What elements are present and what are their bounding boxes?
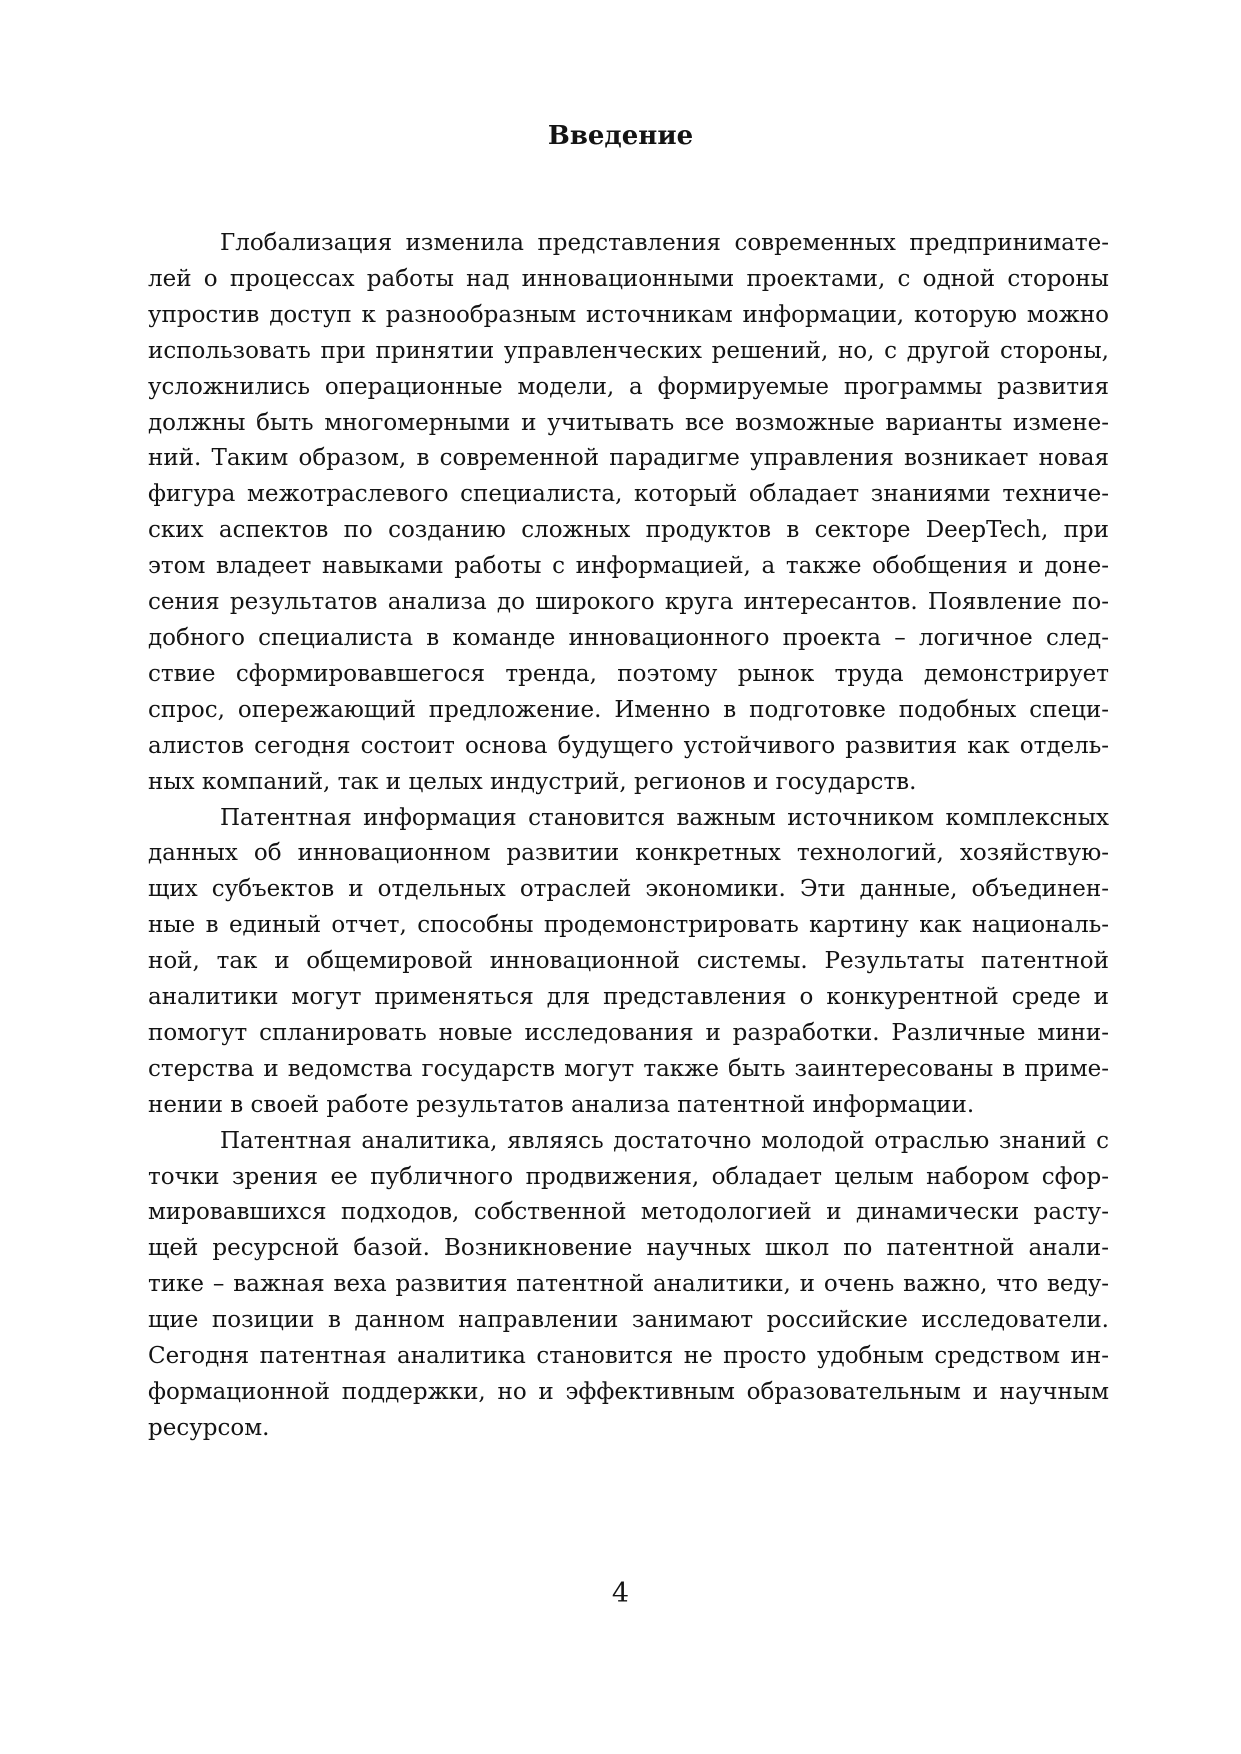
text-line: должны быть многомерными и учитывать все возможные варианты измене-: [148, 409, 1109, 436]
text-line: ний. Таким образом, в современной парадигме управления возникает новая: [148, 445, 1109, 472]
text-line: фигура межотраслевого специалиста, который обладает знаниями техниче-: [148, 481, 1109, 508]
text-line: упростив доступ к разнообразным источникам информации, которую можно: [148, 301, 1109, 328]
text-line: Сегодня патентная аналитика становится не просто удобным средством ин-: [148, 1343, 1109, 1370]
text-line: ных компаний, так и целых индустрий, регионов и государств.: [148, 768, 917, 795]
text-line: этом владеет навыками работы с информацией, а также обобщения и доне-: [148, 553, 1109, 580]
text-line: ной, так и общемировой инновационной системы. Результаты патентной: [148, 948, 1109, 975]
text-line: щей ресурсной базой. Возникновение научных школ по патентной анали-: [148, 1235, 1109, 1262]
text-line: формационной поддержки, но и эффективным образовательным и научным: [148, 1379, 1109, 1405]
paragraph-3: [148, 1124, 1109, 1447]
text-line: алистов сегодня состоит основа будущего устойчивого развития как отдель-: [148, 732, 1109, 759]
text-line: аналитики могут применяться для представления о конкурентной среде и: [148, 984, 1109, 1011]
paragraph-1: [148, 226, 1109, 801]
text-line: ствие сформировавшегося тренда, поэтому рынок труда демонстрирует: [148, 660, 1109, 687]
text-line: щих субъектов и отдельных отраслей экономики. Эти данные, объединен-: [148, 876, 1109, 903]
text-line: помогут спланировать новые исследования и разработки. Различные мини-: [148, 1019, 1109, 1046]
text-line: использовать при принятии управленческих решений, но, с другой стороны,: [148, 337, 1109, 364]
text-line: Патентная информация становится важным источником комплексных: [220, 804, 1109, 831]
text-line: данных об инновационном развитии конкретных технологий, хозяйствую-: [148, 840, 1109, 867]
text-line: ресурсом.: [148, 1414, 270, 1441]
text-line: сения результатов анализа до широкого круга интересантов. Появление по-: [148, 589, 1109, 616]
text-line: лей о процессах работы над инновационными проектами, с одной стороны: [148, 265, 1109, 292]
text-line: точки зрения ее публичного продвижения, обладает целым набором сфор-: [148, 1163, 1109, 1190]
text-line: Глобализация изменила представления современных предпринимате-: [220, 230, 1109, 256]
text-line: щие позиции в данном направлении занимают российские исследователи.: [148, 1307, 1109, 1334]
paragraph-2: [148, 801, 1109, 1124]
page-title: Введение: [547, 121, 694, 151]
text-line: ные в единый отчет, способны продемонстрировать картину как националь-: [148, 912, 1109, 939]
text-line: усложнились операционные модели, а формируемые программы развития: [148, 373, 1109, 400]
page-number: 4: [611, 1578, 630, 1609]
body-text: [148, 226, 1109, 1447]
text-line: ских аспектов по созданию сложных продуктов в секторе DeepTech, при: [148, 517, 1109, 544]
text-line: тике – важная веха развития патентной аналитики, и очень важно, что веду-: [148, 1271, 1109, 1298]
text-line: Патентная аналитика, являясь достаточно молодой отраслью знаний с: [220, 1127, 1109, 1154]
text-line: мировавшихся подходов, собственной методологией и динамически расту-: [148, 1199, 1109, 1226]
text-line: спрос, опережающий предложение. Именно в подготовке подобных специ-: [148, 696, 1109, 723]
text-line: нении в своей работе результатов анализа патентной информации.: [148, 1091, 975, 1118]
text-line: стерства и ведомства государств могут также быть заинтересованы в приме-: [148, 1055, 1109, 1082]
text-line: добного специалиста в команде инновационного проекта – логичное след-: [148, 624, 1109, 651]
